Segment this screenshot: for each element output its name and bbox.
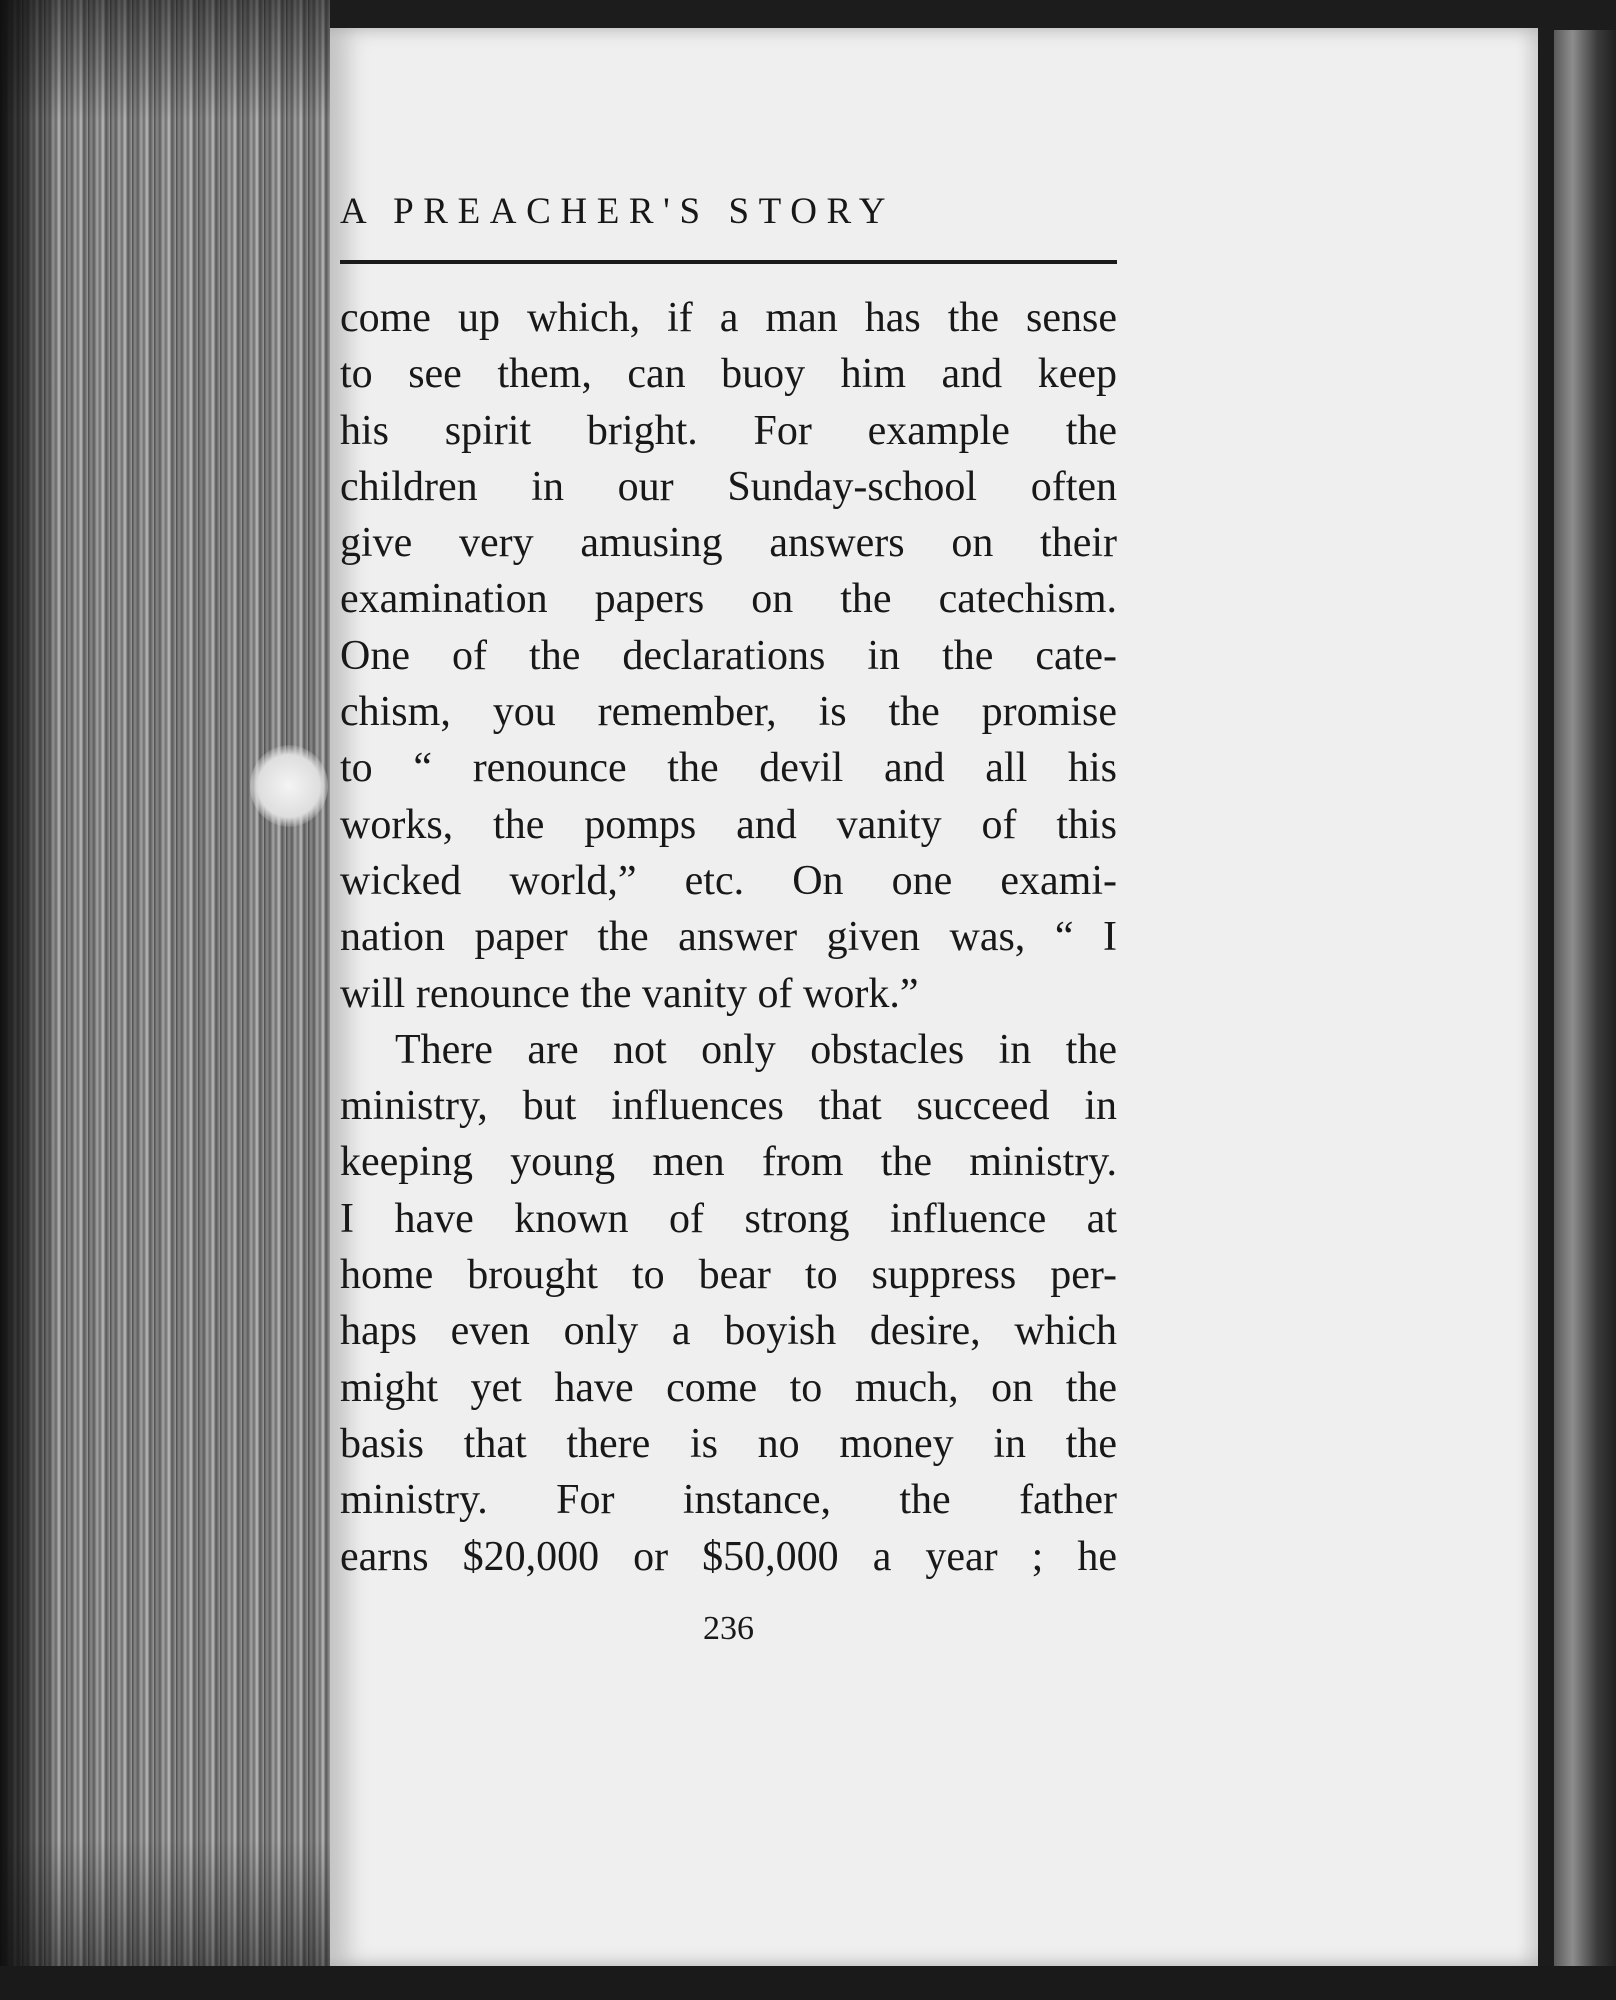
text-line: basis that there is no money in the [340,1420,1117,1467]
text-line: come up which, if a man has the sense [340,295,1117,341]
next-page-edge [1554,30,1616,1970]
edge-shadow [0,0,60,2000]
text-line: to “ renounce the devil and all his [340,745,1117,792]
text-line: nation paper the answer given was, “ I [340,914,1117,961]
text-line: his spirit bright. For example the [340,407,1117,454]
body-text [340,290,1117,1585]
text-line: children in our Sunday-school often [340,463,1117,510]
background-bottom [0,1966,1616,2000]
text-line: chism, you remember, is the promise [340,689,1117,736]
page-number: 236 [703,1610,754,1647]
text-line: earns $20,000 or $50,000 a year ; he [340,1533,1117,1580]
text-line: One of the declarations in the cate- [340,632,1117,679]
text-line: works, the pomps and vanity of this [340,801,1117,848]
text-line: haps even only a boyish desire, which [340,1308,1117,1355]
text-line: keeping young men from the ministry. [340,1139,1117,1186]
text-line: examination papers on the catechism. [340,576,1117,623]
paragraph-first-line: There are not only obstacles in the [395,1026,1117,1073]
text-line: might yet have come to much, on the [340,1364,1117,1411]
text-line: I have known of strong influence at [340,1195,1117,1242]
running-head: A PREACHER'S STORY [340,191,896,232]
text-line: ministry. For instance, the father [340,1477,1117,1524]
thumb-tab-spot [250,745,328,827]
text-line: wicked world,” etc. On one exami- [340,857,1117,904]
text-line: home brought to bear to suppress per- [340,1252,1117,1299]
text-line: will renounce the vanity of work.” [340,970,919,1017]
running-head-rule [340,260,1117,264]
text-line: ministry, but influences that succeed in [340,1083,1117,1130]
text-line: give very amusing answers on their [340,520,1117,567]
text-line: to see them, can buoy him and keep [340,351,1117,398]
